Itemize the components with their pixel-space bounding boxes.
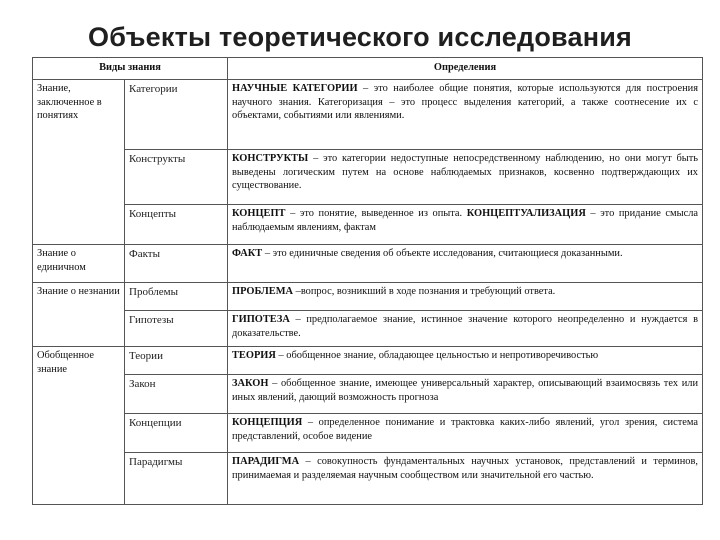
definition-cell (228, 283, 703, 311)
table-row (33, 347, 703, 375)
definition-term: ЗАКОН (232, 378, 269, 390)
table-row (33, 150, 703, 205)
definition-text: – совокупность фундаментальных научных установок, представлений и терминов, принимаемая и разделяемая научным сообществом или значительной его частью. (232, 456, 698, 481)
definition-text: – это наиболее общие понятия, которые используются для построения научного знания. Категоризация – это процесс выделения категорий, а также соотнесение их с объектами, событиями или явлениями. (232, 83, 698, 121)
category-cell: Закон (125, 375, 228, 414)
category-cell: Факты (125, 245, 228, 283)
kind-single (33, 245, 125, 283)
kind-label: Обобщенное знание (37, 350, 94, 375)
definition-text: – это категории недоступные непосредственному наблюдению, но они могут быть выведены логическим путем на основе наблюдаемых признаков, косвенно подтверждающих их существование. (232, 153, 698, 191)
category-cell: Парадигмы (125, 453, 228, 505)
kind-generalized (33, 347, 125, 505)
definition-term: НАУЧНЫЕ КАТЕГОРИИ (232, 83, 358, 95)
definition-text: – обобщенное знание, имеющее универсальный характер, описывающий взаимосвязь тех или иных явлений, дающий возможность прогноза (232, 378, 698, 403)
definition-cell (228, 347, 703, 375)
kind-concepts (33, 80, 125, 245)
table-row (33, 375, 703, 414)
definition-cell (228, 414, 703, 453)
kind-ignorance (33, 283, 125, 347)
definition-cell (228, 80, 703, 150)
category-cell: Конструкты (125, 150, 228, 205)
definition-cell (228, 311, 703, 347)
category-cell: Концепции (125, 414, 228, 453)
category-cell: Проблемы (125, 283, 228, 311)
table-row (33, 80, 703, 150)
table-header-row (33, 58, 703, 80)
definition-term: КОНЦЕПТ (232, 208, 286, 220)
definition-term: ПРОБЛЕМА (232, 286, 294, 298)
table-row (33, 205, 703, 245)
definition-text-2: – это придание смысла наблюдаемым явлениям, фактам (232, 208, 698, 233)
definition-term: ФАКТ (232, 248, 263, 260)
category-cell: Концепты (125, 205, 228, 245)
definition-term: ПАРАДИГМА (232, 456, 300, 468)
definition-cell (228, 375, 703, 414)
header-definitions: Определения (228, 58, 703, 80)
definition-text: – обобщенное знание, обладающее цельностью и непротиворечивостью (275, 350, 599, 362)
definition-term: КОНСТРУКТЫ (232, 153, 309, 165)
definition-text: – это понятие, выведенное из опыта. (285, 208, 467, 220)
definition-term: ТЕОРИЯ (232, 350, 276, 362)
table-row (33, 311, 703, 347)
page-title: Объекты теоретического исследования (88, 22, 632, 52)
definition-cell (228, 150, 703, 205)
table-row (33, 245, 703, 283)
definition-cell (228, 453, 703, 505)
definition-text: – предполагаемое знание, истинное значение которого неопределенно и нуждается в доказательстве. (232, 314, 698, 339)
definition-text: –вопрос, возникший в ходе познания и требующий ответа. (293, 286, 556, 298)
definition-term: ГИПОТЕЗА (232, 314, 290, 326)
table-row (33, 414, 703, 453)
definition-cell (228, 205, 703, 245)
category-cell: Теории (125, 347, 228, 375)
definition-text: – это единичные сведения об объекте исследования, считающиеся доказанными. (262, 248, 623, 260)
kind-label: Знание о единичном (37, 248, 86, 273)
header-kinds: Виды знания (33, 58, 228, 80)
definition-term-2: КОНЦЕПТУАЛИЗАЦИЯ (466, 208, 586, 220)
table-row (33, 453, 703, 505)
kind-label: Знание о незнании (37, 286, 120, 298)
definition-text: – определенное понимание и трактовка каких-либо явлений, угол зрения, система представлений, особое видение (232, 417, 698, 442)
kind-label: Знание, заключенное в понятиях (37, 83, 102, 121)
category-cell: Категории (125, 80, 228, 150)
knowledge-table (32, 57, 703, 505)
definition-cell (228, 245, 703, 283)
table-row (33, 283, 703, 311)
definition-term: КОНЦЕПЦИЯ (232, 417, 303, 429)
category-cell: Гипотезы (125, 311, 228, 347)
